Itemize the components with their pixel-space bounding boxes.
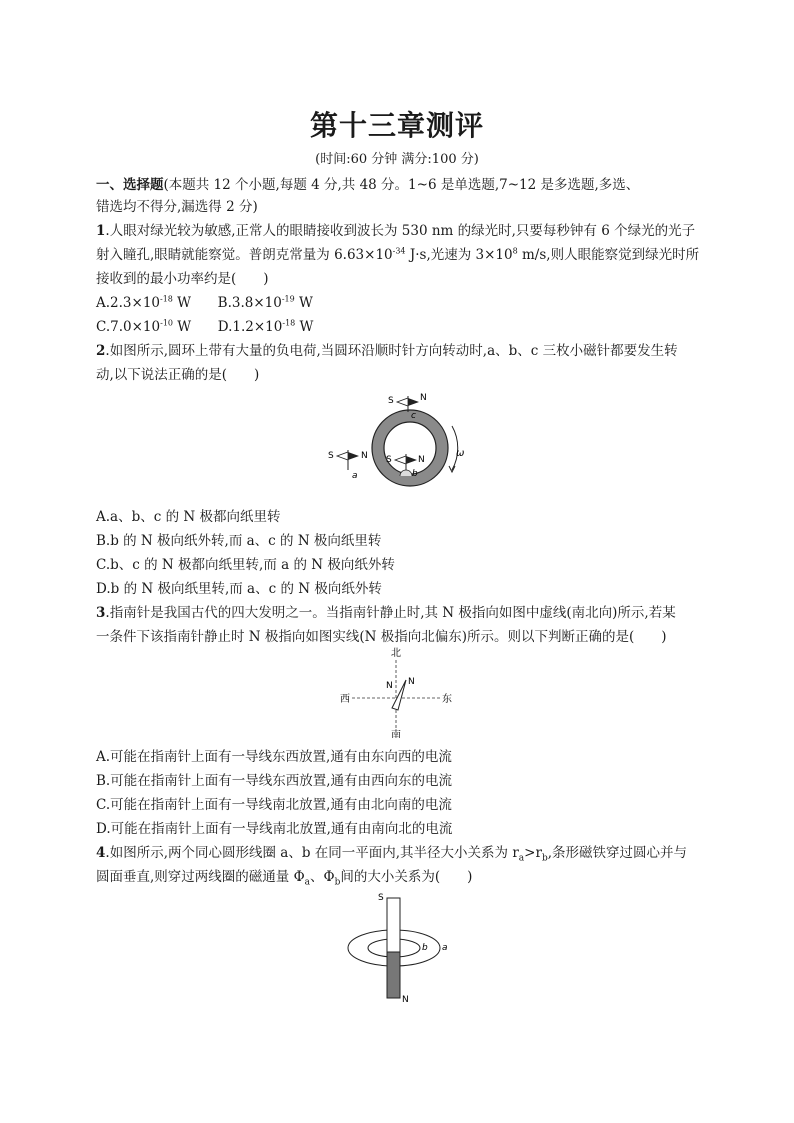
section-heading: 一、选择题: [96, 177, 164, 193]
label-s: S: [328, 451, 334, 461]
q4-magnet-figure: [336, 890, 466, 1010]
compass-needle: [392, 680, 406, 710]
q3-option-c: C.可能在指南针上面有一导线南北放置,通有由北向南的电流: [96, 797, 452, 813]
q2-line2: 动,以下说法正确的是( ): [96, 367, 260, 383]
q1-number: 1: [96, 223, 106, 239]
label-n: N: [361, 451, 368, 461]
label-b: b: [422, 943, 428, 953]
q2-option-d: D.b 的 N 极向纸里转,而 a、c 的 N 极向纸外转: [96, 581, 382, 597]
label-n: N: [402, 995, 409, 1005]
q4-text-part: 、Φ: [310, 869, 335, 885]
exam-info: (时间:60 分钟 满分:100 分): [315, 152, 479, 167]
q1-exponent: 8: [512, 246, 518, 256]
q1-options-cd: [96, 318, 706, 336]
q1-exponent: -34: [392, 246, 406, 256]
q3-line1: [96, 604, 706, 622]
q4-line1: [96, 844, 706, 868]
q1-option-c: $C.7.0\times 10^{-10}$ W: [96, 318, 192, 335]
label-s: S: [386, 455, 392, 465]
q2-line1: [96, 342, 706, 360]
q1-line2: [96, 246, 706, 264]
q2-option-c: C.b、c 的 N 极都向纸里转,而 a 的 N 极向纸外转: [96, 557, 395, 573]
section-instructions: (本题共 12 个小题,每题 4 分,共 48 分。1~6 是单选题,7~12 是多选题,多选、: [163, 177, 640, 193]
label-north: 北: [391, 648, 401, 659]
q3-option-a: A.可能在指南针上面有一导线东西放置,通有由东向西的电流: [96, 749, 452, 765]
q3-compass-figure: [336, 646, 456, 738]
subscript-b: b: [541, 853, 548, 864]
q2-option-b: B.b 的 N 极向纸外转,而 a、c 的 N 极向纸里转: [96, 533, 382, 549]
q3-number: 3: [96, 605, 106, 621]
q4-text-part: >r: [524, 845, 542, 861]
q1-options-ab: [96, 294, 706, 312]
ring-inner: [384, 422, 436, 474]
label-west: 西: [340, 694, 350, 705]
label-n: N: [420, 393, 427, 403]
needle-a: [328, 450, 368, 481]
omega-label: ω: [456, 448, 465, 459]
q4-line2: [96, 868, 706, 892]
section-header: [96, 176, 706, 194]
label-n: N: [418, 455, 425, 465]
q3-option-b: B.可能在指南针上面有一导线东西放置,通有由西向东的电流: [96, 773, 453, 789]
q1-text-part: m/s,则人眼能察觉到绿光时所: [517, 247, 700, 263]
q1-option-d: $D.1.2\times 10^{-18}$ W: [217, 318, 314, 335]
q4-text-part: ,条形磁铁穿过圆心并与: [547, 845, 687, 861]
label-c: c: [411, 411, 416, 421]
q4-text: .如图所示,两个同心圆形线圈 a、b 在同一平面内,其半径大小关系为 r: [105, 845, 519, 861]
q3-option-d: D.可能在指南针上面有一导线南北放置,通有由南向北的电流: [96, 821, 453, 837]
q4-text: 圆面垂直,则穿过两线圈的磁通量 Φ: [96, 869, 305, 885]
label-n-dashed: N: [386, 681, 393, 691]
subscript-a: a: [304, 877, 311, 888]
subscript-a: a: [518, 853, 525, 864]
label-b: b: [412, 469, 418, 479]
q3-text: .指南针是我国古代的四大发明之一。当指南针静止时,其 N 极指向如图中虚线(南北向)所示,若某: [105, 605, 676, 621]
label-east: 东: [442, 694, 452, 705]
q3-line2: 一条件下该指南针静止时 N 极指向如图实线(N 极指向北偏东)所示。则以下判断正确的是( ): [96, 629, 667, 645]
q1-option-a: $A.2.3\times 10^{-18}$ W: [96, 294, 192, 311]
label-a: a: [442, 943, 448, 953]
label-a: a: [352, 471, 358, 481]
magnet-south-half: [387, 898, 400, 952]
q1-text-part: 射入瞳孔,眼睛就能察觉。普朗克常量为 6.63×10: [96, 247, 393, 263]
q1-line3: 接收到的最小功率约是( ): [96, 271, 269, 287]
label-south: 南: [391, 730, 401, 738]
q4-number: 4: [96, 845, 106, 861]
label-n-solid: N: [408, 677, 415, 687]
q1-option-b: $B.3.8\times 10^{-19}$ W: [217, 294, 313, 311]
subscript-b: b: [334, 877, 341, 888]
q2-number: 2: [96, 343, 106, 359]
label-s: S: [388, 396, 394, 406]
q2-ring-figure: [300, 388, 490, 500]
page-title: 第十三章测评: [309, 109, 484, 142]
q1-line1: [96, 222, 706, 240]
q1-text-part: J·s,光速为 3×10: [405, 247, 513, 263]
q1-text: .人眼对绿光较为敏感,正常人的眼睛接收到波长为 530 nm 的绿光时,只要每秒钟有 6 个绿光的光子: [105, 223, 696, 239]
q2-option-a: A.a、b、c 的 N 极都向纸里转: [96, 509, 281, 525]
q4-text-part: 间的大小关系为( ): [340, 869, 473, 885]
section-instructions-cont: 错选均不得分,漏选得 2 分): [96, 199, 258, 215]
label-s: S: [378, 893, 384, 903]
magnet-north-half: [387, 952, 400, 998]
q2-text: .如图所示,圆环上带有大量的负电荷,当圆环沿顺时针方向转动时,a、b、c 三枚小磁针都要发生转: [105, 343, 678, 359]
